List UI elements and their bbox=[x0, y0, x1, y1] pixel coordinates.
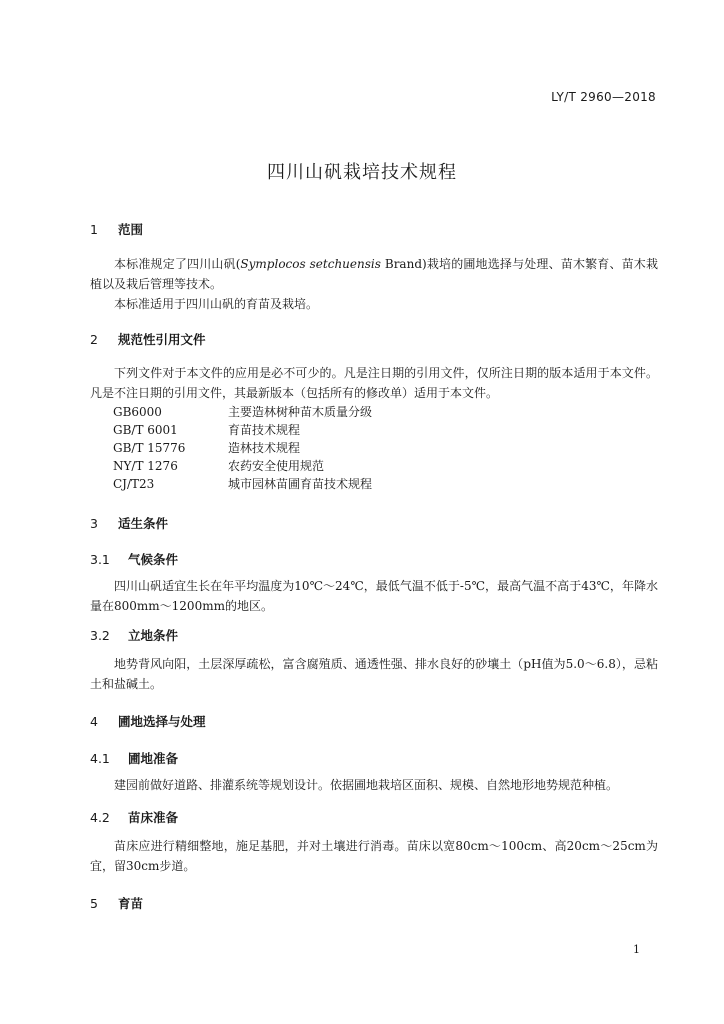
reference-code: GB/T 15776 bbox=[113, 441, 186, 455]
reference-code: CJ/T23 bbox=[113, 477, 155, 491]
reference-name: 城市园林苗圃育苗技术规程 bbox=[228, 477, 373, 491]
reference-name: 农药安全使用规范 bbox=[228, 459, 325, 473]
section-title: 圃地准备 bbox=[128, 751, 179, 766]
section-number: 5 bbox=[90, 896, 98, 911]
section-5-heading bbox=[90, 894, 143, 912]
section-title: 苗床准备 bbox=[128, 810, 179, 825]
section-title: 气候条件 bbox=[128, 552, 179, 567]
section-title: 适生条件 bbox=[118, 516, 169, 531]
section-1-heading bbox=[90, 220, 143, 238]
section-number: 3.2 bbox=[90, 628, 110, 643]
reference-code: GB6000 bbox=[113, 405, 162, 419]
section-number: 4.2 bbox=[90, 810, 110, 825]
section-number: 3 bbox=[90, 516, 98, 531]
section-title: 立地条件 bbox=[128, 628, 179, 643]
section-2-heading bbox=[90, 330, 206, 348]
paragraph bbox=[90, 254, 658, 294]
standard-code: LY/T 2960—2018 bbox=[551, 90, 656, 104]
section-3-1-body bbox=[90, 576, 658, 616]
section-number: 2 bbox=[90, 332, 98, 347]
latin-name: Symplocos setchuensis bbox=[240, 257, 381, 271]
section-title: 圃地选择与处理 bbox=[118, 714, 206, 729]
paragraph: 本标准适用于四川山矾的育苗及栽培。 bbox=[114, 297, 319, 311]
section-4-2-body bbox=[90, 836, 658, 876]
section-number: 3.1 bbox=[90, 552, 110, 567]
section-number: 4 bbox=[90, 714, 98, 729]
section-4-1-heading bbox=[90, 749, 178, 767]
text-run: 本标准规定了四川山矾( bbox=[114, 257, 241, 271]
section-number: 1 bbox=[90, 222, 98, 237]
paragraph: 苗床应进行精细整地，施足基肥，并对土壤进行消毒。苗床以宽80cm～100cm、高20cm～25cm为宜，留30cm步道。 bbox=[90, 839, 658, 873]
section-4-2-heading bbox=[90, 808, 178, 826]
paragraph: 建园前做好道路、排灌系统等规划设计。依据圃地栽培区面积、规模、自然地形地势规范种植。 bbox=[114, 778, 619, 792]
reference-name: 育苗技术规程 bbox=[228, 423, 301, 437]
page-number: 1 bbox=[633, 943, 640, 956]
section-title: 规范性引用文件 bbox=[118, 332, 206, 347]
section-4-heading bbox=[90, 712, 206, 730]
reference-code: NY/T 1276 bbox=[113, 459, 178, 473]
reference-name: 主要造林树种苗木质量分级 bbox=[228, 405, 373, 419]
section-title: 育苗 bbox=[118, 896, 144, 911]
section-3-2-heading bbox=[90, 626, 178, 644]
paragraph: 下列文件对于本文件的应用是必不可少的。凡是注日期的引用文件，仅所注日期的版本适用于本文件。凡是不注日期的引用文件，其最新版本（包括所有的修改单）适用于本文件。 bbox=[90, 366, 658, 400]
document-title: 四川山矾栽培技术规程 bbox=[267, 162, 457, 183]
section-title: 范围 bbox=[118, 222, 144, 237]
section-3-2-body bbox=[90, 654, 658, 694]
section-1-body bbox=[90, 254, 658, 314]
section-3-1-heading bbox=[90, 550, 178, 568]
reference-code: GB/T 6001 bbox=[113, 423, 178, 437]
paragraph: 四川山矾适宜生长在年平均温度为10℃～24℃，最低气温不低于-5℃，最高气温不高于43℃，年降水量在800mm～1200mm的地区。 bbox=[90, 579, 658, 613]
text-run: Brand)栽培的圃地选择与处理、苗木繁育、苗木栽植以及栽后管理等技术。 bbox=[90, 257, 658, 291]
section-3-heading bbox=[90, 514, 168, 532]
section-2-body bbox=[90, 363, 658, 403]
paragraph: 地势背风向阳，土层深厚疏松，富含腐殖质、通透性强、排水良好的砂壤土（pH值为5.0～6.8），忌粘土和盐碱土。 bbox=[90, 657, 658, 691]
reference-name: 造林技术规程 bbox=[228, 441, 301, 455]
section-4-1-body bbox=[90, 775, 658, 795]
section-number: 4.1 bbox=[90, 751, 110, 766]
